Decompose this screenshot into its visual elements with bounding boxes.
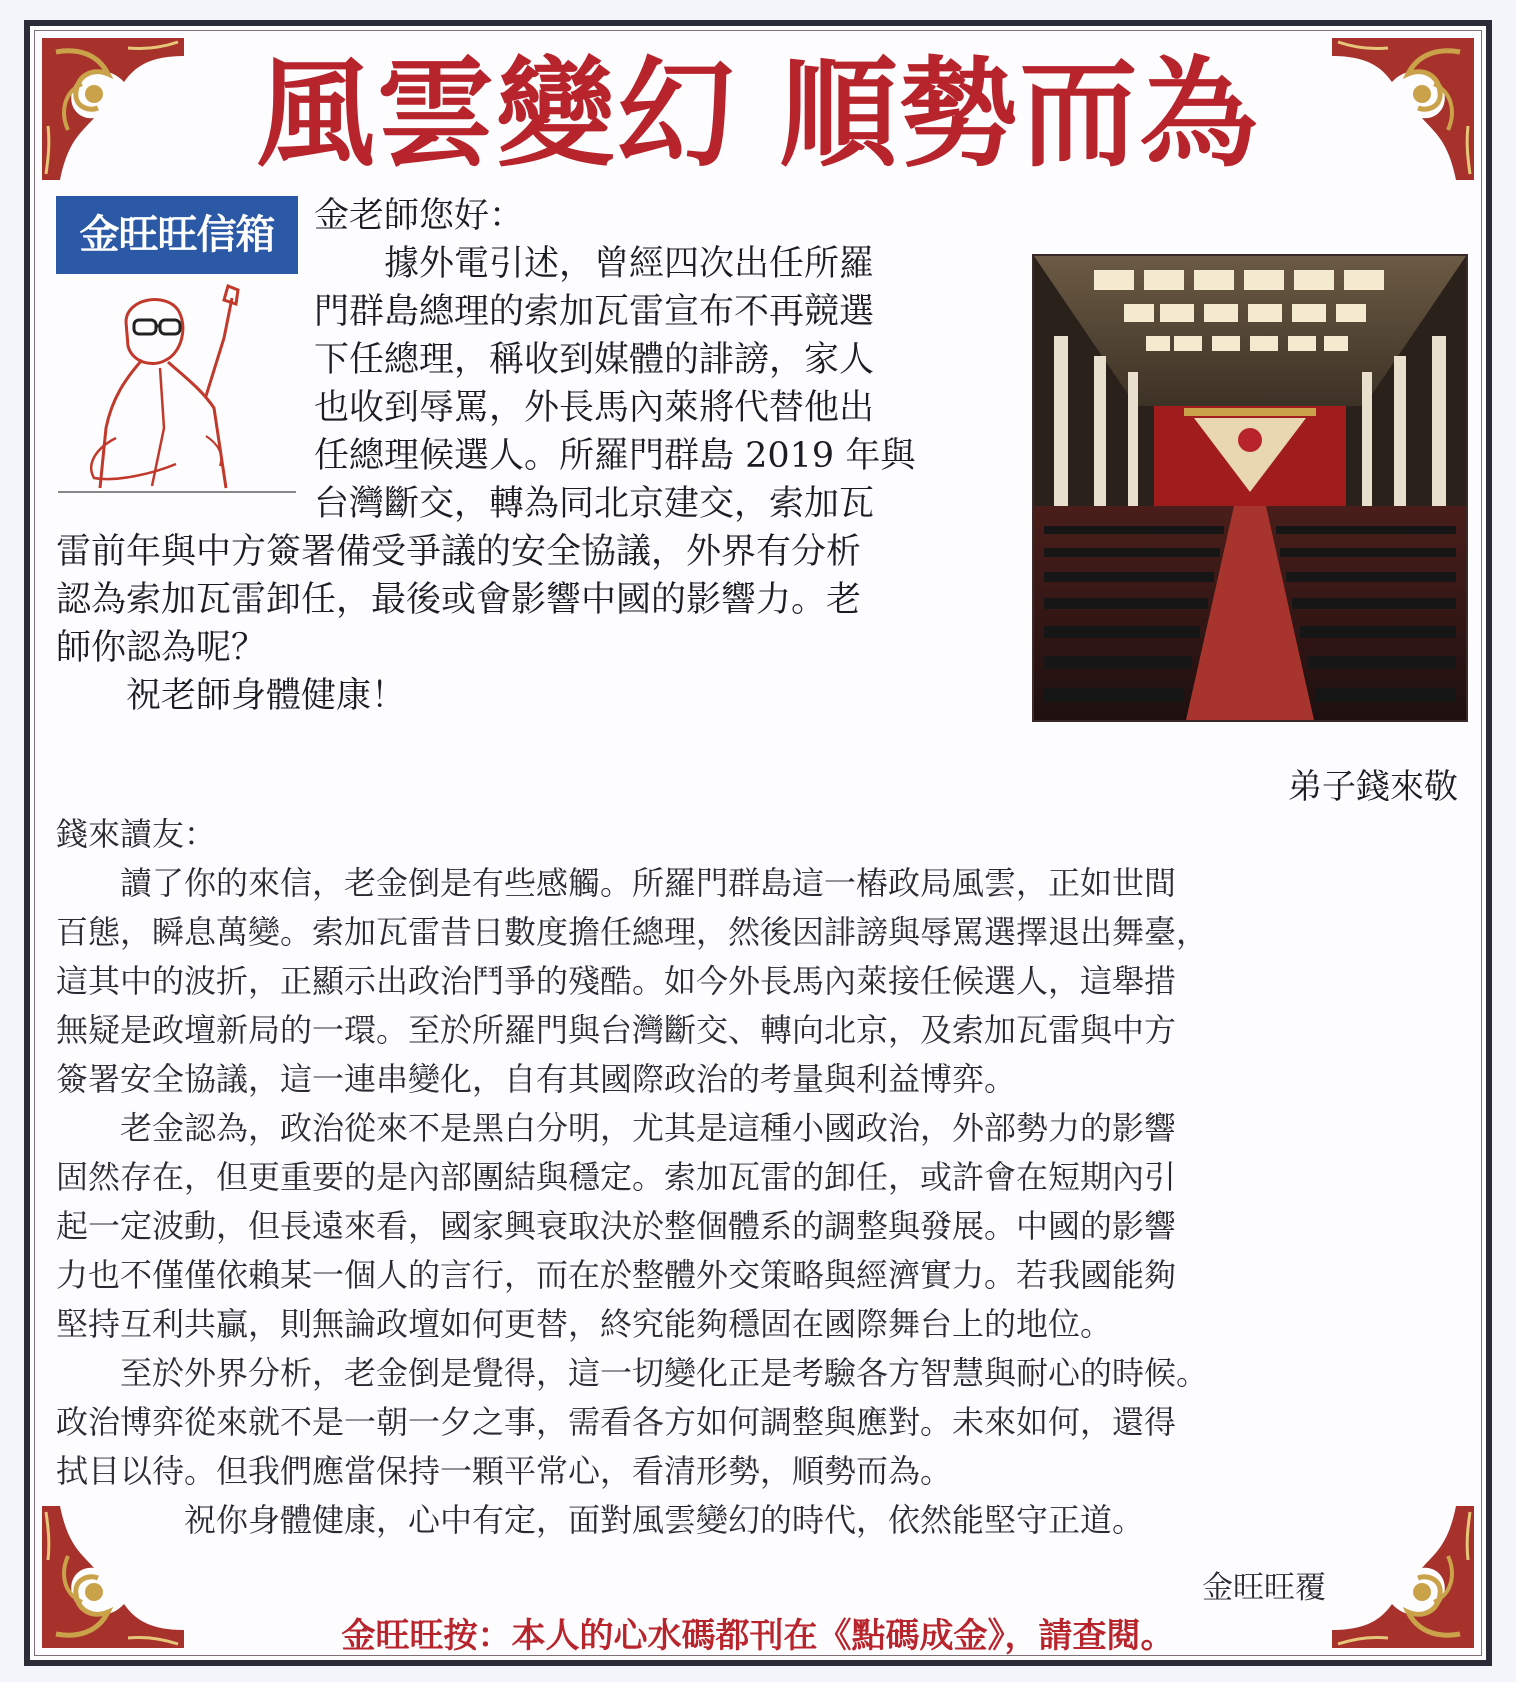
letter-line: 雷前年與中方簽署備受爭議的安全協議，外界有分析 (56, 532, 862, 572)
reply-line: 政治博弈從來就不是一朝一夕之事，需看各方如何調整與應對。未來如何，還得 (56, 1403, 1177, 1441)
reader-letter (314, 192, 524, 240)
letter-line: 據外電引述，曾經四次出任所羅 (384, 244, 875, 284)
letter-line: 任總理候選人。所羅門群島 2019 年與 (314, 436, 916, 476)
great-hall-photo (1032, 254, 1468, 722)
reply-signature: 金旺旺覆 (1202, 1570, 1326, 1606)
letter-closing: 祝老師身體健康！ (126, 676, 407, 716)
letter-line: 下任總理，稱收到媒體的誹謗，家人 (314, 340, 875, 380)
reply-line: 起一定波動，但長遠來看，國家興衰取決於整個體系的調整與發展。中國的影響 (56, 1207, 1177, 1245)
footer-note: 金旺旺按：本人的心水碼都刊在《點碼成金》，請查閱。 (341, 1616, 1175, 1656)
great-hall-photo-illustration (1034, 256, 1466, 720)
letter-line: 認為索加瓦雷卸任，最後或會影響中國的影響力。老 (56, 580, 862, 620)
letter-line: 台灣斷交，轉為同北京建交，索加瓦 (314, 484, 875, 524)
reply-line: 拭目以待。但我們應當保持一顆平常心，看清形勢，順勢而為。 (56, 1452, 953, 1490)
reply-section (56, 810, 1208, 1545)
reply-line: 簽署安全協議，這一連串變化，自有其國際政治的考量與利益博弈。 (56, 1060, 1017, 1098)
column-badge: 金旺旺信箱 (56, 196, 298, 274)
letter-line: 師你認為呢？ (56, 628, 267, 668)
reader-letter-body-bottom (56, 528, 861, 720)
letter-greeting: 金老師您好： (314, 196, 525, 236)
letter-line: 也收到辱罵，外長馬內萊將代替他出 (314, 388, 875, 428)
reply-line: 固然存在，但更重要的是內部團結與穩定。索加瓦雷的卸任，或許會在短期內引 (56, 1158, 1177, 1196)
teacher-sketch-icon (56, 278, 300, 496)
reply-line: 這其中的波折，正顯示出政治鬥爭的殘酷。如今外長馬內萊接任候選人，這舉措 (56, 962, 1177, 1000)
article-frame (24, 20, 1492, 1666)
reply-line: 百態，瞬息萬變。索加瓦雷昔日數度擔任總理，然後因誹謗與辱罵選擇退出舞臺， (56, 913, 1209, 951)
reply-line: 讀了你的來信，老金倒是有些感觸。所羅門群島這一樁政局風雲，正如世間 (120, 864, 1177, 902)
reply-line: 老金認為，政治從來不是黑白分明，尤其是這種小國政治，外部勢力的影響 (120, 1109, 1177, 1147)
reader-letter-body-top (314, 240, 915, 528)
reply-line: 堅持互利共贏，則無論政壇如何更替，終究能夠穩固在國際舞台上的地位。 (56, 1305, 1113, 1343)
reply-line: 無疑是政壇新局的一環。至於所羅門與台灣斷交、轉向北京，及索加瓦雷與中方 (56, 1011, 1177, 1049)
reply-line: 至於外界分析，老金倒是覺得，這一切變化正是考驗各方智慧與耐心的時候。 (120, 1354, 1209, 1392)
headline: 風雲變幻 順勢而為 (256, 44, 1260, 183)
letter-signature: 弟子錢來敬 (1288, 767, 1458, 807)
reply-line: 祝你身體健康，心中有定，面對風雲變幻的時代，依然能堅守正道。 (184, 1501, 1145, 1539)
reply-line: 力也不僅僅依賴某一個人的言行，而在於整體外交策略與經濟實力。若我國能夠 (56, 1256, 1177, 1294)
letter-line: 門群島總理的索加瓦雷宣布不再競選 (314, 292, 875, 332)
reply-salutation: 錢來讀友： (56, 815, 217, 853)
